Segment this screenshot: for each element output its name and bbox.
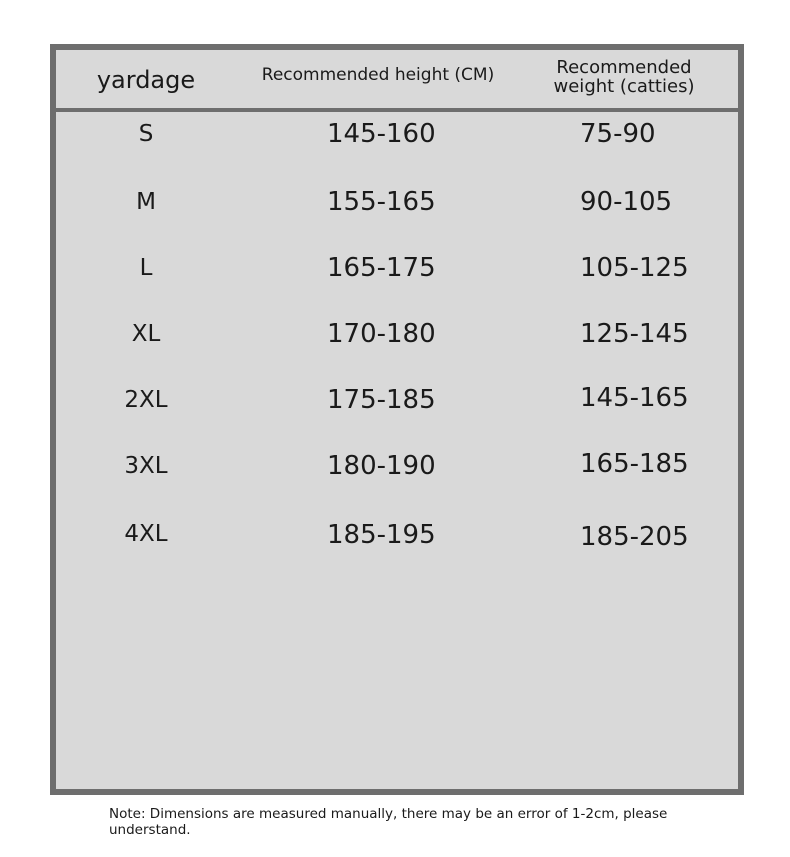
height-cell: 165-175 [327, 253, 436, 283]
measurement-note: Note: Dimensions are measured manually, there may be an error of 1-2cm, please understand. [109, 806, 668, 838]
height-cell: 145-160 [327, 119, 436, 149]
height-cell: 175-185 [327, 385, 436, 415]
weight-cell: 105-125 [580, 253, 689, 283]
weight-cell: 75-90 [580, 119, 656, 149]
height-cell: 180-190 [327, 451, 436, 481]
size-cell: 4XL [124, 521, 168, 547]
table-row [56, 314, 738, 354]
table-row [56, 114, 738, 154]
header-size: yardage [96, 66, 196, 94]
table-row [56, 182, 738, 222]
header-weight-line2: weight (catties) [553, 75, 695, 97]
size-cell: 3XL [124, 453, 168, 479]
size-cell: 2XL [124, 387, 168, 413]
header-weight [540, 59, 708, 97]
height-cell: 185-195 [327, 520, 436, 550]
table-header-row [56, 50, 738, 112]
size-cell: L [139, 255, 153, 281]
size-cell: S [138, 121, 154, 147]
weight-cell: 90-105 [580, 187, 673, 217]
size-cell: M [136, 189, 156, 215]
weight-cell: 185-205 [580, 522, 689, 552]
weight-cell: 165-185 [580, 449, 689, 479]
header-height: Recommended height (CM) [261, 65, 495, 85]
size-chart-table [50, 44, 744, 795]
weight-cell: 125-145 [580, 319, 689, 349]
table-row [56, 515, 738, 555]
height-cell: 170-180 [327, 319, 436, 349]
height-cell: 155-165 [327, 187, 436, 217]
table-row [56, 380, 738, 420]
header-weight-line1: Recommended [556, 57, 692, 78]
table-row [56, 248, 738, 288]
table-row [56, 446, 738, 486]
size-cell: XL [131, 321, 161, 347]
weight-cell: 145-165 [580, 383, 689, 413]
